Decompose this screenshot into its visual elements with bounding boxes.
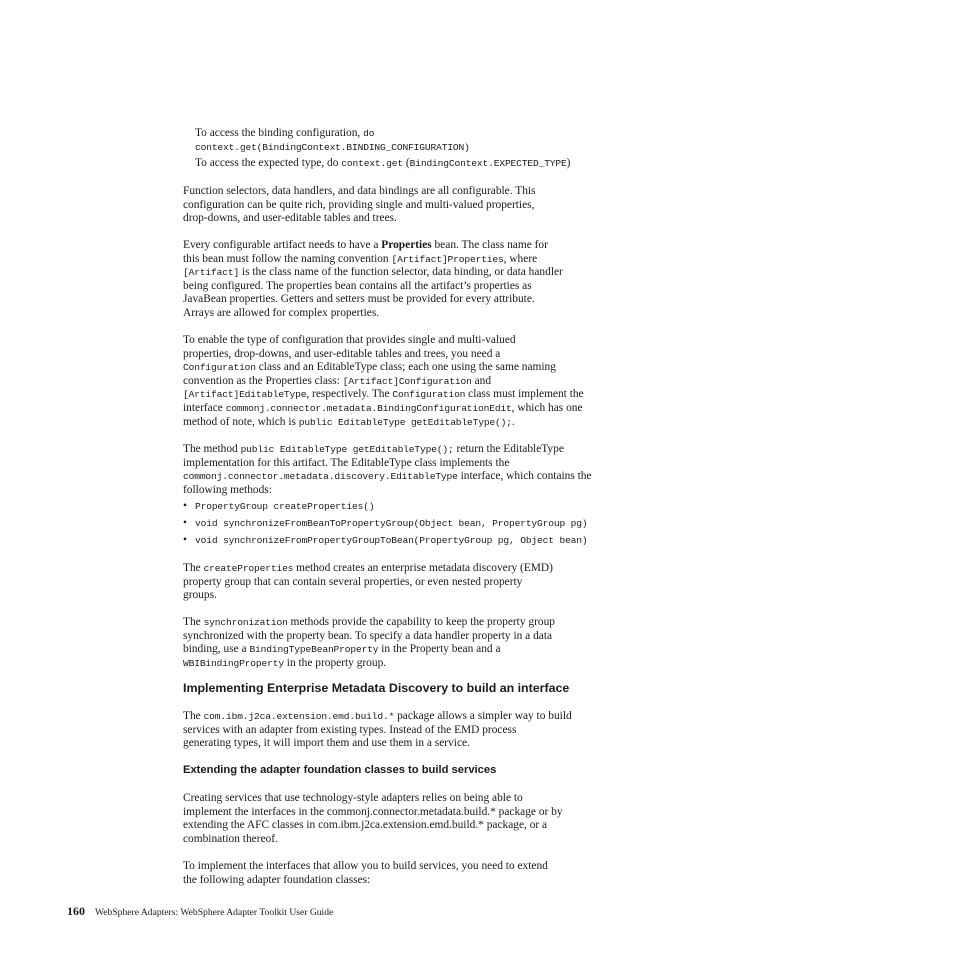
bullet-item <box>183 534 623 548</box>
p2-code: [Artifact] <box>183 267 240 279</box>
p8-line-1: Creating services that use technology-style adapters relies on being able to <box>183 792 523 804</box>
p5-code: createProperties <box>203 563 294 574</box>
p4-code: public EditableType getEditableType(); <box>240 444 454 455</box>
bullet-item <box>183 517 623 531</box>
p4-code: commonj.connector.metadata.discovery.EditableType <box>183 471 458 483</box>
p3-text: class must implement the <box>465 388 584 401</box>
binding-do: do <box>363 128 375 139</box>
paragraph-emd-build <box>183 710 615 751</box>
p4-text: following methods: <box>183 483 272 496</box>
paragraph-editable-type <box>183 443 615 497</box>
p3-code: [Artifact]EditableType <box>183 389 307 401</box>
p8-line-3: extending the AFC classes in com.ibm.j2ca.extension.emd.build.* package, or a <box>183 819 548 832</box>
book-title: WebSphere Adapters: WebSphere Adapter Toolkit User Guide <box>95 907 334 918</box>
p2-text: JavaBean properties. Getters and setters must be provided for every attribute. <box>183 293 535 306</box>
p3-code: commonj.connector.metadata.BindingConfigurationEdit <box>225 402 512 414</box>
expected-code-1: context.get <box>341 158 403 169</box>
p3-text: method of note, which is <box>183 415 299 428</box>
paragraph-configurable <box>183 185 615 226</box>
p6-text: binding, use a <box>183 643 250 656</box>
p7-text: generating types, it will import them and use them in a service. <box>183 737 470 750</box>
p2-text: , where <box>503 252 538 265</box>
p3-text: interface <box>183 401 226 414</box>
p3-text: and <box>471 374 492 387</box>
page-footer <box>67 902 333 920</box>
p6-text: in the Property bean and a <box>378 643 501 656</box>
paragraph-synchronization <box>183 616 615 670</box>
expected-paren: ( <box>402 157 410 169</box>
p7-code: com.ibm.j2ca.extension.emd.build.* <box>203 711 395 722</box>
p6-text: in the property group. <box>283 656 387 669</box>
page-number: 160 <box>67 904 85 918</box>
subsection-heading: Extending the adapter foundation classes to build services <box>183 764 497 776</box>
expected-text: To access the expected type, do <box>195 157 342 169</box>
p4-text: interface, which contains the <box>457 470 592 483</box>
p1-line-1: Function selectors, data handlers, and data bindings are all configurable. This <box>183 185 536 197</box>
binding-config-line <box>195 127 615 154</box>
p4-text: return the EditableType <box>453 443 564 455</box>
p2-text: Every configurable artifact needs to have a <box>183 239 382 251</box>
p3-text: , respectively. The <box>306 388 393 401</box>
paragraph-technology-adapters <box>183 792 615 846</box>
p6-text: synchronized with the property bean. To specify a data handler property in a data <box>183 629 553 642</box>
p1-line-3: drop-downs, and user-editable tables and trees. <box>183 212 397 225</box>
paragraph-properties-bean <box>183 239 615 321</box>
section-heading: Implementing Enterprise Metadata Discovery to build an interface <box>183 681 570 695</box>
p9-line-2: the following adapter foundation classes: <box>183 873 371 886</box>
bullet-item <box>183 500 623 514</box>
p5-text: The <box>183 562 204 574</box>
p6-text: The <box>183 616 204 628</box>
bullet-glyph: • <box>183 534 187 546</box>
p6-code: synchronization <box>203 617 288 628</box>
p9-line-1: To implement the interfaces that allow you to build services, you need to extend <box>183 860 548 872</box>
p5-text: method creates an enterprise metadata discovery (EMD) <box>293 562 553 574</box>
expected-code-2: BindingContext.EXPECTED_TYPE <box>409 158 567 169</box>
p1-line-2: configuration can be quite rich, providing single and multi-valued properties, <box>183 198 535 211</box>
p4-text: The method <box>183 443 241 455</box>
p7-text: services with an adapter from existing types. Instead of the EMD process <box>183 723 517 736</box>
properties-bold: Properties <box>381 239 432 251</box>
p6-code: WBIBindingProperty <box>183 657 284 669</box>
p6-text: methods provide the capability to keep the property group <box>287 616 555 628</box>
bullet-code: PropertyGroup createProperties() <box>195 501 375 512</box>
p7-text: package allows a simpler way to build <box>394 710 572 722</box>
p3-code: [Artifact]Configuration <box>342 375 472 387</box>
p6-code: BindingTypeBeanProperty <box>249 644 379 656</box>
p3-code: Configuration <box>392 389 466 401</box>
paragraph-implement-interfaces <box>183 860 615 887</box>
binding-code: context.get(BindingContext.BINDING_CONFIGURATION) <box>195 141 470 153</box>
bullet-code: void synchronizeFromPropertyGroupToBean(PropertyGroup pg, Object bean) <box>195 535 588 546</box>
p2-text: is the class name of the function selector, data binding, or data handler <box>239 266 563 279</box>
p7-text: The <box>183 710 204 722</box>
paragraph-create-properties <box>183 562 615 603</box>
p2-text: being configured. The properties bean contains all the artifact’s properties as <box>183 279 532 292</box>
p3-text: . <box>511 415 515 428</box>
p3-text: convention as the Properties class: <box>183 374 343 387</box>
p2-text: this bean must follow the naming convention <box>183 252 392 265</box>
p2-text: bean. The class name for <box>431 239 548 251</box>
p3-text: class and an EditableType class; each one using the same naming <box>255 361 556 374</box>
p5-text: property group that can contain several properties, or even nested property <box>183 575 523 588</box>
bullet-code: void synchronizeFromBeanToPropertyGroup(Object bean, PropertyGroup pg) <box>195 518 588 529</box>
p8-line-2: implement the interfaces in the commonj.connector.metadata.build.* package or by <box>183 805 563 818</box>
expected-type-line <box>195 157 615 171</box>
p2-text: Arrays are allowed for complex properties. <box>183 306 380 319</box>
p3-text: properties, drop-downs, and user-editable tables and trees, you need a <box>183 347 501 360</box>
p8-line-4: combination thereof. <box>183 832 278 845</box>
p3-text: , which has one <box>511 401 583 414</box>
p2-code: [Artifact]Properties <box>391 253 504 265</box>
bullet-glyph: • <box>183 500 187 512</box>
expected-close: ) <box>566 157 571 169</box>
p3-code: public EditableType getEditableType(); <box>298 416 512 428</box>
bullet-glyph: • <box>183 517 187 529</box>
p3-text: To enable the type of configuration that provides single and multi-valued <box>183 334 516 346</box>
p5-text: groups. <box>183 589 217 602</box>
paragraph-configuration-class <box>183 334 615 429</box>
p4-text: implementation for this artifact. The EditableType class implements the <box>183 456 510 469</box>
binding-text: To access the binding configuration, <box>195 127 364 139</box>
p3-code: Configuration <box>183 362 256 374</box>
